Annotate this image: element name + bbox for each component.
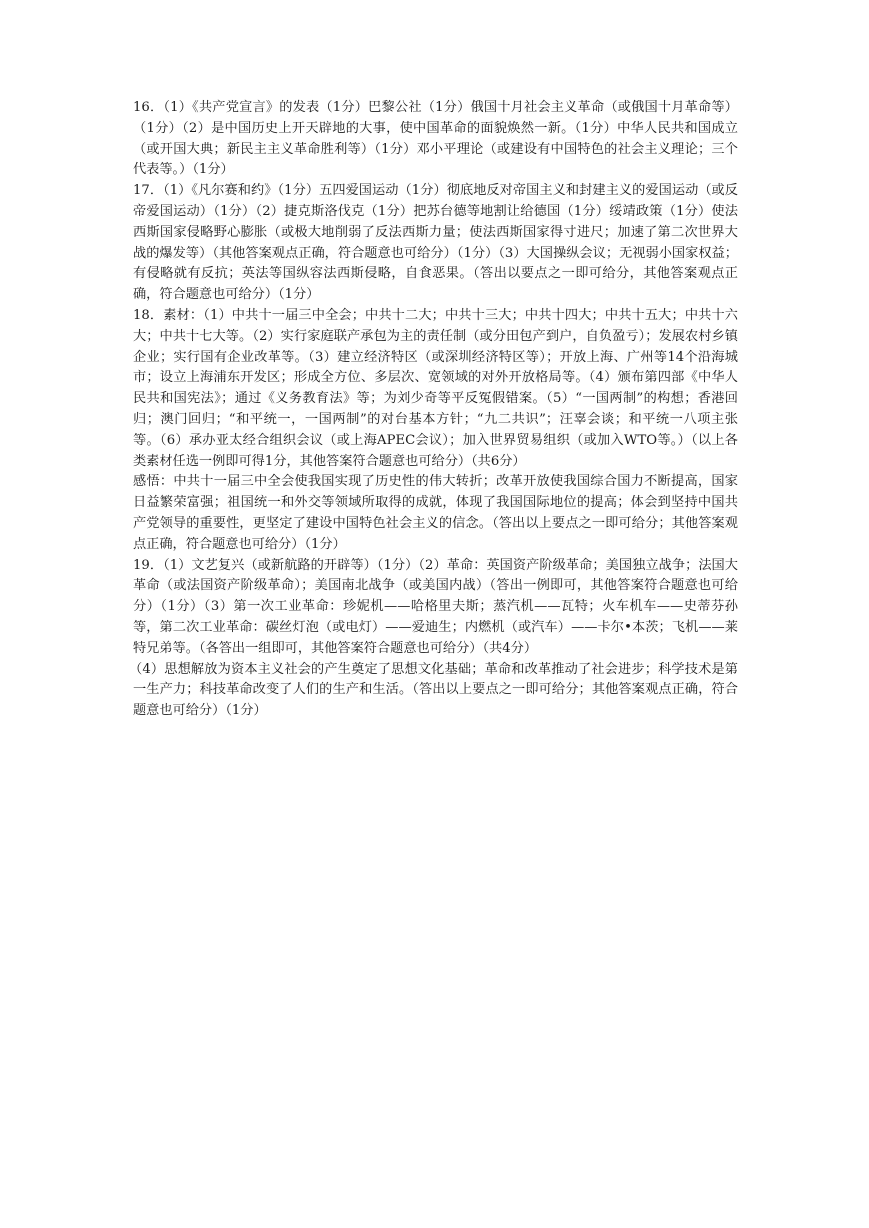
- answer-key-document: [129, 98, 738, 722]
- answer-18-reflection: 感悟：中共十一届三中全会使我国实现了历史性的伟大转折；改革开放使我国综合国力不断提高，国家日益繁荣富强；祖国统一和外交等领域所取得的成就，体现了我国国际地位的提高；体会到坚持中国共产党领导的重要性，更坚定了建设中国特色社会主义的信念。（答出以上要点之一即可给分；其他答案观点正确，符合题意也可给分）（1分）: [133, 474, 738, 552]
- answer-19-part4: （4）思想解放为资本主义社会的产生奠定了思想文化基础；革命和改革推动了社会进步；科学技术是第一生产力；科技革命改变了人们的生产和生活。（答出以上要点之一即可给分；其他答案观点正确，符合题意也可给分）（1分）: [129, 661, 738, 719]
- answer-16: 16．（1）《共产党宣言》的发表（1分）巴黎公社（1分）俄国十月社会主义革命（或俄国十月革命等）（1分）（2）是中国历史上开天辟地的大事，使中国革命的面貌焕然一新。（1分）中华人民共和国成立（或开国大典；新民主主义革命胜利等）（1分）邓小平理论（或建设有中国特色的社会主义理论；三个代表等。）（1分）: [133, 100, 738, 178]
- answer-17: 17．（1）《凡尔赛和约》（1分）五四爱国运动（1分）彻底地反对帝国主义和封建主义的爱国运动（或反帝爱国运动）（1分）（2）捷克斯洛伐克（1分）把苏台德等地割让给德国（1分）绥靖政策（1分）使法西斯国家侵略野心膨胀（或极大地削弱了反法西斯力量；使法西斯国家得寸进尺；加速了第二次世界大战的爆发等）（其他答案观点正确，符合题意也可给分）（1分）（3）大国操纵会议；无视弱小国家权益；有侵略就有反抗；英法等国纵容法西斯侵略，自食恶果。（答出以要点之一即可给分，其他答案观点正确，符合题意也可给分）（1分）: [133, 183, 738, 303]
- answer-18: 18．素材：（1）中共十一届三中全会；中共十二大；中共十三大；中共十四大；中共十五大；中共十六大；中共十七大等。（2）实行家庭联产承包为主的责任制（或分田包产到户，自负盈亏）；发展农村乡镇企业；实行国有企业改革等。（3）建立经济特区（或深圳经济特区等）；开放上海、广州等14个沿海城市；设立上海浦东开发区；形成全方位、多层次、宽领域的对外开放格局等。（4）颁布第四部《中华人民共和国宪法》；通过《义务教育法》等；为刘少奇等平反冤假错案。（5）“一国两制”的构想；香港回归；澳门回归；“和平统一，一国两制”的对台基本方针；“九二共识”；汪辜会谈；和平统一八项主张等。（6）承办亚太经合组织会议（或上海APEC会议）；加入世界贸易组织（或加入WTO等。）（以上各类素材任选一例即可得1分，其他答案符合题意也可给分）（共6分）: [133, 307, 738, 469]
- answer-19: 19．（1）文艺复兴（或新航路的开辟等）（1分）（2）革命：英国资产阶级革命；美国独立战争；法国大革命（或法国资产阶级革命）；美国南北战争（或美国内战）（答出一例即可，其他答案符合题意也可给分）（1分）（3）第一次工业革命：珍妮机——哈格里夫斯；蒸汽机——瓦特；火车机车——史蒂芬孙等，第二次工业革命：碳丝灯泡（或电灯）——爱迪生；内燃机（或汽车）——卡尔•本茨；飞机——莱特兄弟等。（各答出一组即可，其他答案符合题意也可给分）（共4分）: [133, 557, 738, 656]
